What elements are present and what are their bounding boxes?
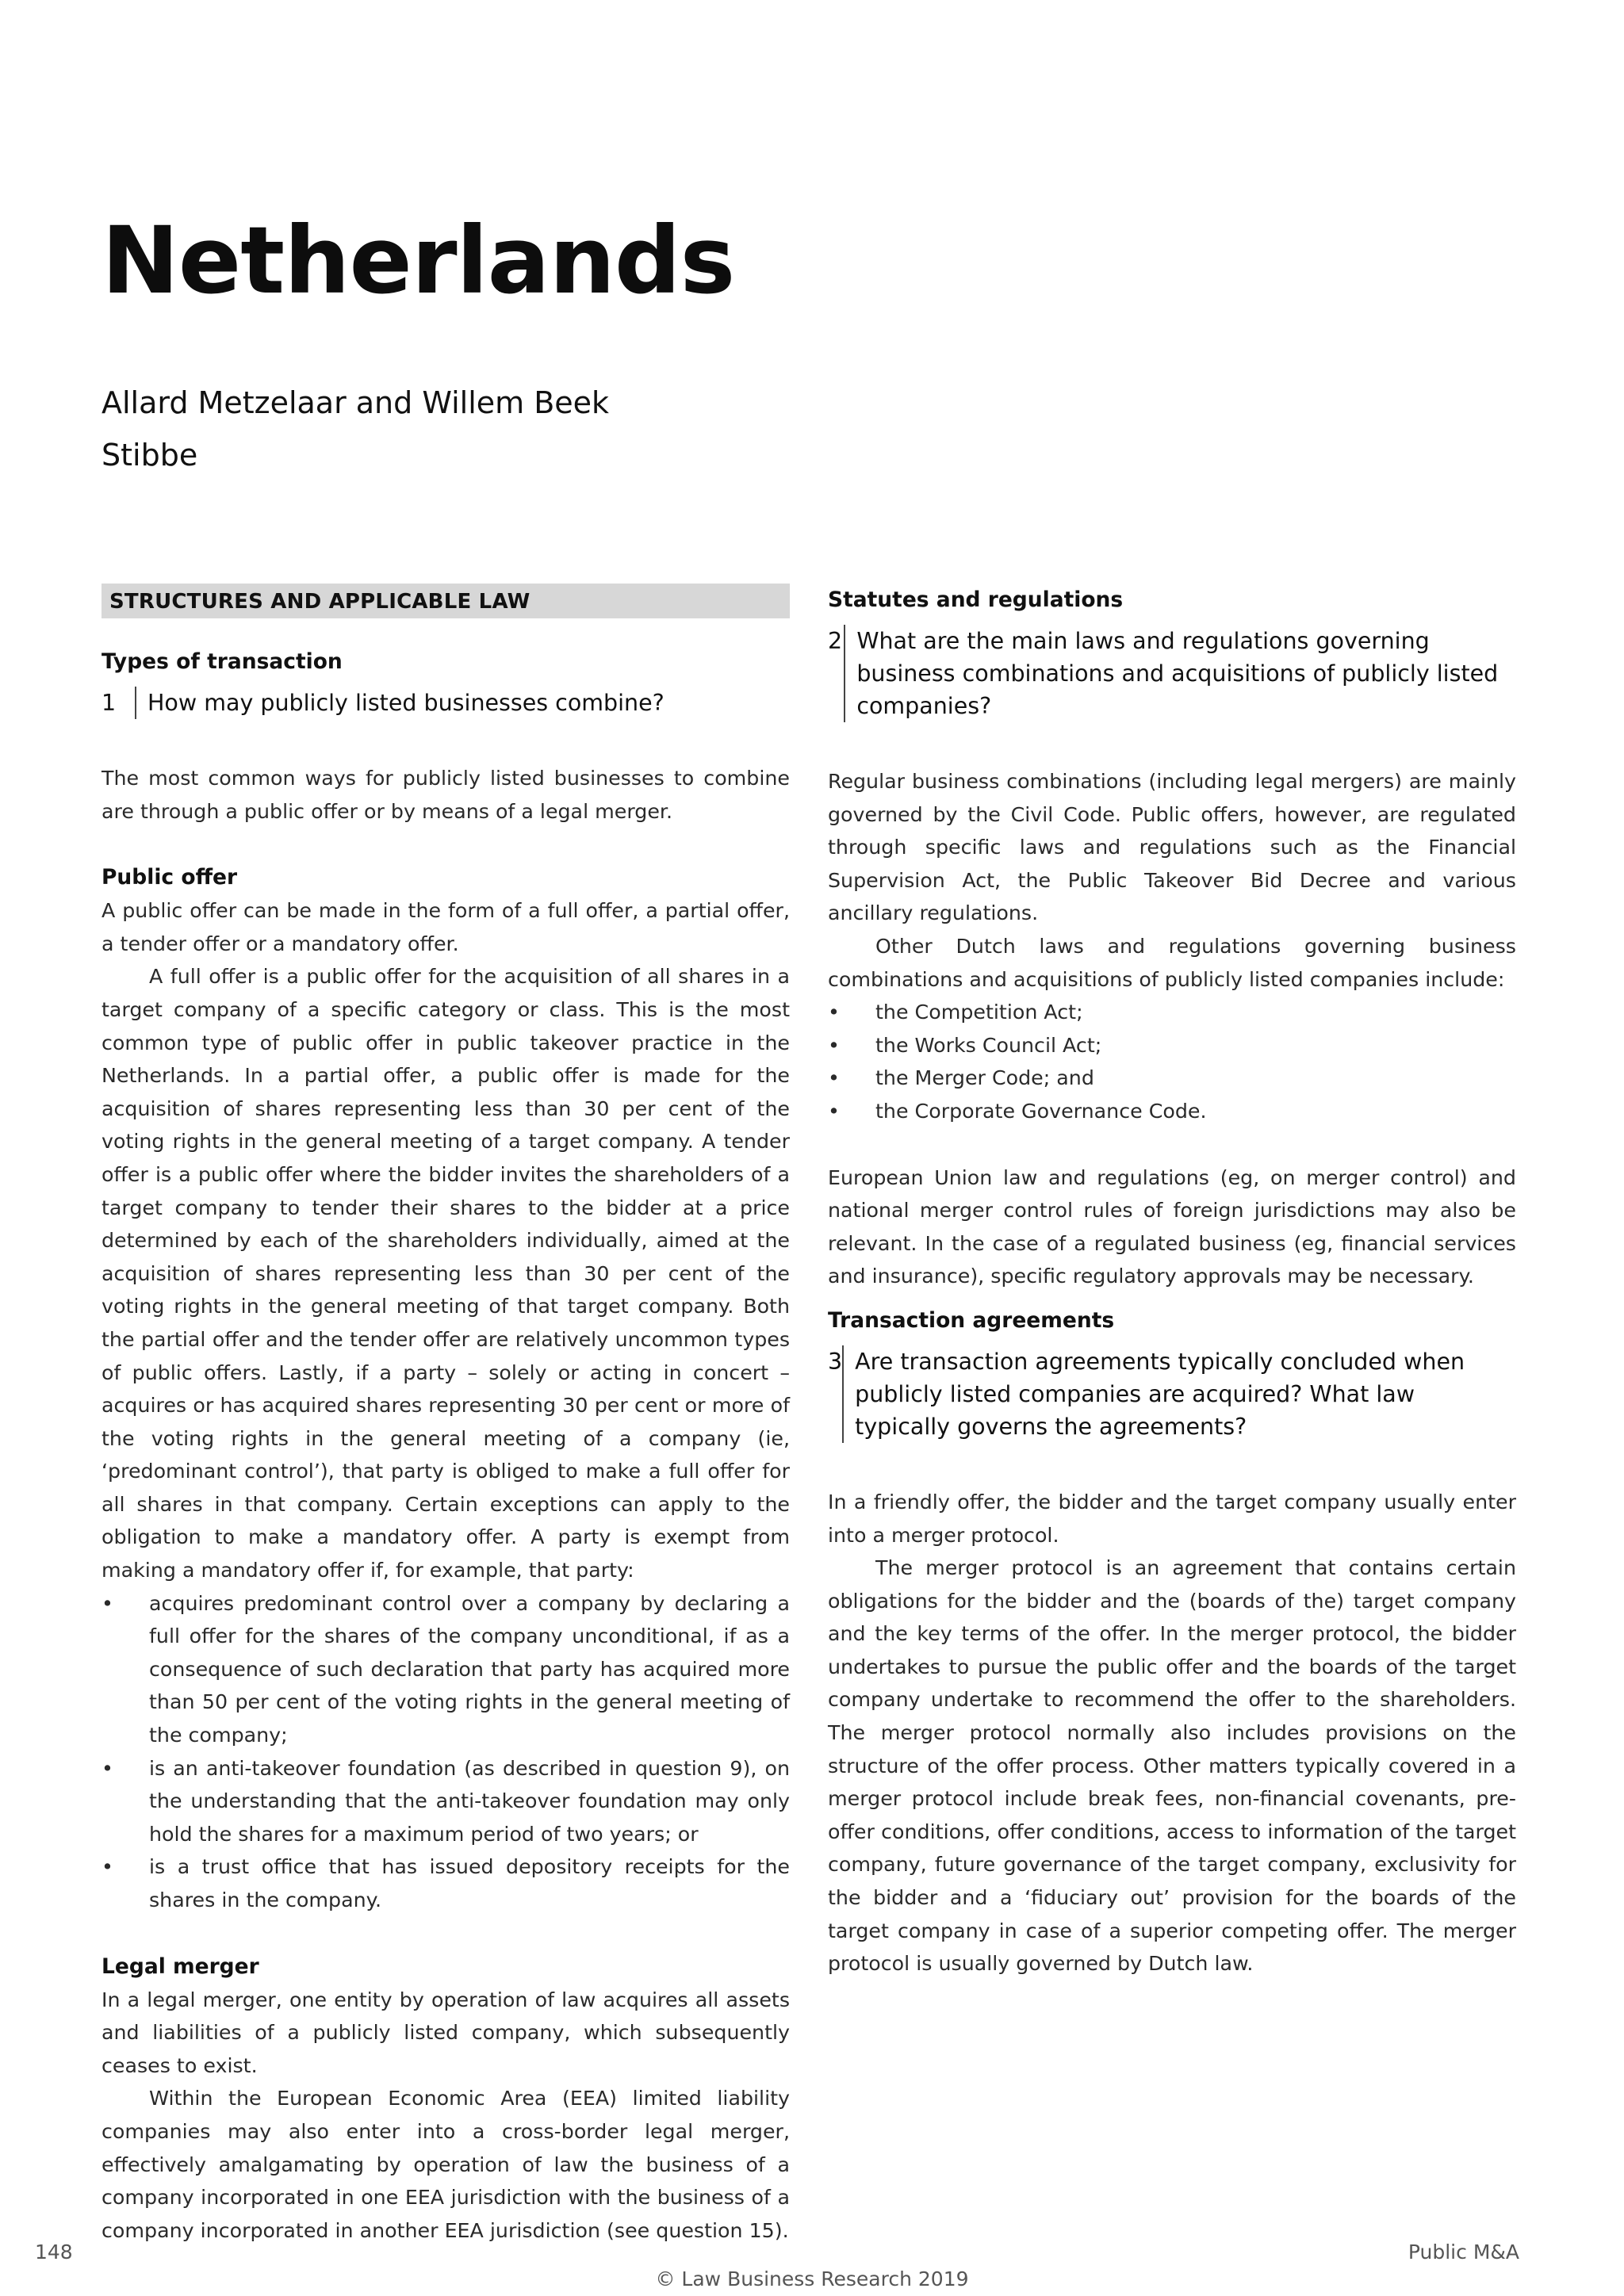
subheading-public-offer: Public offer bbox=[102, 865, 238, 890]
list-item: • the Works Council Act; bbox=[828, 1029, 1516, 1062]
question-3 bbox=[828, 1345, 1516, 1443]
paragraph: A full offer is a public offer for the acquisition of all shares in a target company of a specific category or class. This is the most common type of public offer in public takeover practice in the Netherlands. In a partial offer, a public offer is made for the acquisition of shares representing less than 30 per cent of the voting rights in the general meeting of a target company. A tender offer is a public offer where the bidder invites the shareholders of a target company to tender their shares to the bidder at a price determined by each of the shareholders individually, aimed at the acquisition of shares representing less than 30 per cent of the voting rights in the general meeting of that target company. Both the partial offer and the tender offer are relatively uncommon types of public offers. Lastly, if a party – solely or acting in concert – acquires or has acquired shares representing 30 per cent or more of the voting rights in the general meeting of a company (ie, ‘predominant control’), that party is obliged to make a full offer for all shares in that company. Certain exceptions can apply to the obligation to make a mandatory offer. A party is exempt from making a mandatory offer if, for example, that party: bbox=[102, 965, 790, 1582]
paragraph: The merger protocol is an agreement that contains certain obligations for the bidder and the (boards of the) target company and the key terms of the offer. In the merger protocol, the bidder undertakes to pursue the public offer and the boards of the target company undertake to recommend the offer to the shareholders. The merger protocol normally also includes provisions on the structure of the offer process. Other matters typically covered in a merger protocol include break fees, non-financial covenants, pre-offer conditions, offer conditions, access to information of the target company, future governance of the target company, exclusivity for the bidder and a ‘fiduciary out’ provision for the boards of the target company in case of a superior competing offer. The merger protocol is usually governed by Dutch law. bbox=[828, 1556, 1516, 1976]
exemption-list bbox=[102, 1587, 790, 1917]
laws-list bbox=[828, 996, 1516, 1127]
subheading-statutes: Statutes and regulations bbox=[828, 587, 1124, 612]
page-number: 148 bbox=[35, 2241, 73, 2263]
list-item: • the Merger Code; and bbox=[828, 1062, 1516, 1095]
authors: Allard Metzelaar and Willem Beek bbox=[102, 385, 610, 420]
paragraph: European Union law and regulations (eg, on merger control) and national merger control rules of foreign jurisdictions may also be relevant. In the case of a regulated business (eg, financial services and insurance), specific regulatory approvals may be necessary. bbox=[828, 1165, 1516, 1288]
left-column bbox=[102, 584, 790, 2247]
paragraph: A public offer can be made in the form of a full offer, a partial offer, a tender offer or a mandatory offer. bbox=[102, 899, 790, 955]
paragraph: Regular business combinations (including legal mergers) are mainly governed by the Civil Code. Public offers, however, are regulated through specific laws and regulations such as the Financial Supervision Act, the Public Takeover Bid Decree and various ancillary regulations. bbox=[828, 770, 1516, 925]
subheading-legal-merger: Legal merger bbox=[102, 1954, 259, 1979]
publication-name: Public M&A bbox=[1408, 2241, 1519, 2263]
list-item: • acquires predominant control over a company by declaring a full offer for the shares of the company unconditional, if as a consequence of such declaration that party has acquired more than 50 per cent of the voting rights in the general meeting of the company; bbox=[102, 1587, 790, 1752]
question-2 bbox=[828, 625, 1516, 722]
paragraph: In a friendly offer, the bidder and the target company usually enter into a merger protocol. bbox=[828, 1490, 1516, 1547]
list-item: • is a trust office that has issued depository receipts for the shares in the company. bbox=[102, 1850, 790, 1916]
question-number: 2 bbox=[828, 628, 843, 654]
question-text: How may publicly listed businesses combine? bbox=[135, 687, 665, 719]
question-text: Are transaction agreements typically concluded when publicly listed companies are acquired? What law typically governs the agreements? bbox=[842, 1345, 1516, 1443]
right-column bbox=[828, 584, 1516, 1980]
subheading-types-of-transaction: Types of transaction bbox=[102, 649, 343, 674]
firm-name: Stibbe bbox=[102, 438, 198, 473]
paragraph: The most common ways for publicly listed businesses to combine are through a public offer or by means of a legal merger. bbox=[102, 767, 790, 823]
copyright-notice: © Law Business Research 2019 bbox=[655, 2267, 969, 2290]
section-heading: STRUCTURES AND APPLICABLE LAW bbox=[102, 584, 790, 618]
question-1 bbox=[102, 687, 790, 719]
paragraph: In a legal merger, one entity by operation of law acquires all assets and liabilities of a publicly listed company, which subsequently ceases to exist. bbox=[102, 1988, 790, 2077]
paragraph: Other Dutch laws and regulations governing business combinations and acquisitions of publicly listed companies include: bbox=[828, 934, 1516, 991]
subheading-transaction-agreements: Transaction agreements bbox=[828, 1307, 1115, 1333]
page-title: Netherlands bbox=[102, 206, 735, 315]
list-item: • is an anti-takeover foundation (as described in question 9), on the understanding that the anti-takeover foundation may only hold the shares for a maximum period of two years; or bbox=[102, 1752, 790, 1851]
question-text: What are the main laws and regulations governing business combinations and acquisitions of publicly listed companies? bbox=[844, 625, 1516, 722]
question-number: 1 bbox=[102, 690, 117, 716]
list-item: • the Corporate Governance Code. bbox=[828, 1095, 1516, 1128]
paragraph: Within the European Economic Area (EEA) limited liability companies may also enter into a cross-border legal merger, effectively amalgamating by operation of law the business of a company incorporated in one EEA jurisdiction with the business of a company incorporated in another EEA jurisdiction (see question 15). bbox=[102, 2087, 790, 2242]
list-item: • the Competition Act; bbox=[828, 996, 1516, 1029]
question-number: 3 bbox=[828, 1348, 843, 1375]
